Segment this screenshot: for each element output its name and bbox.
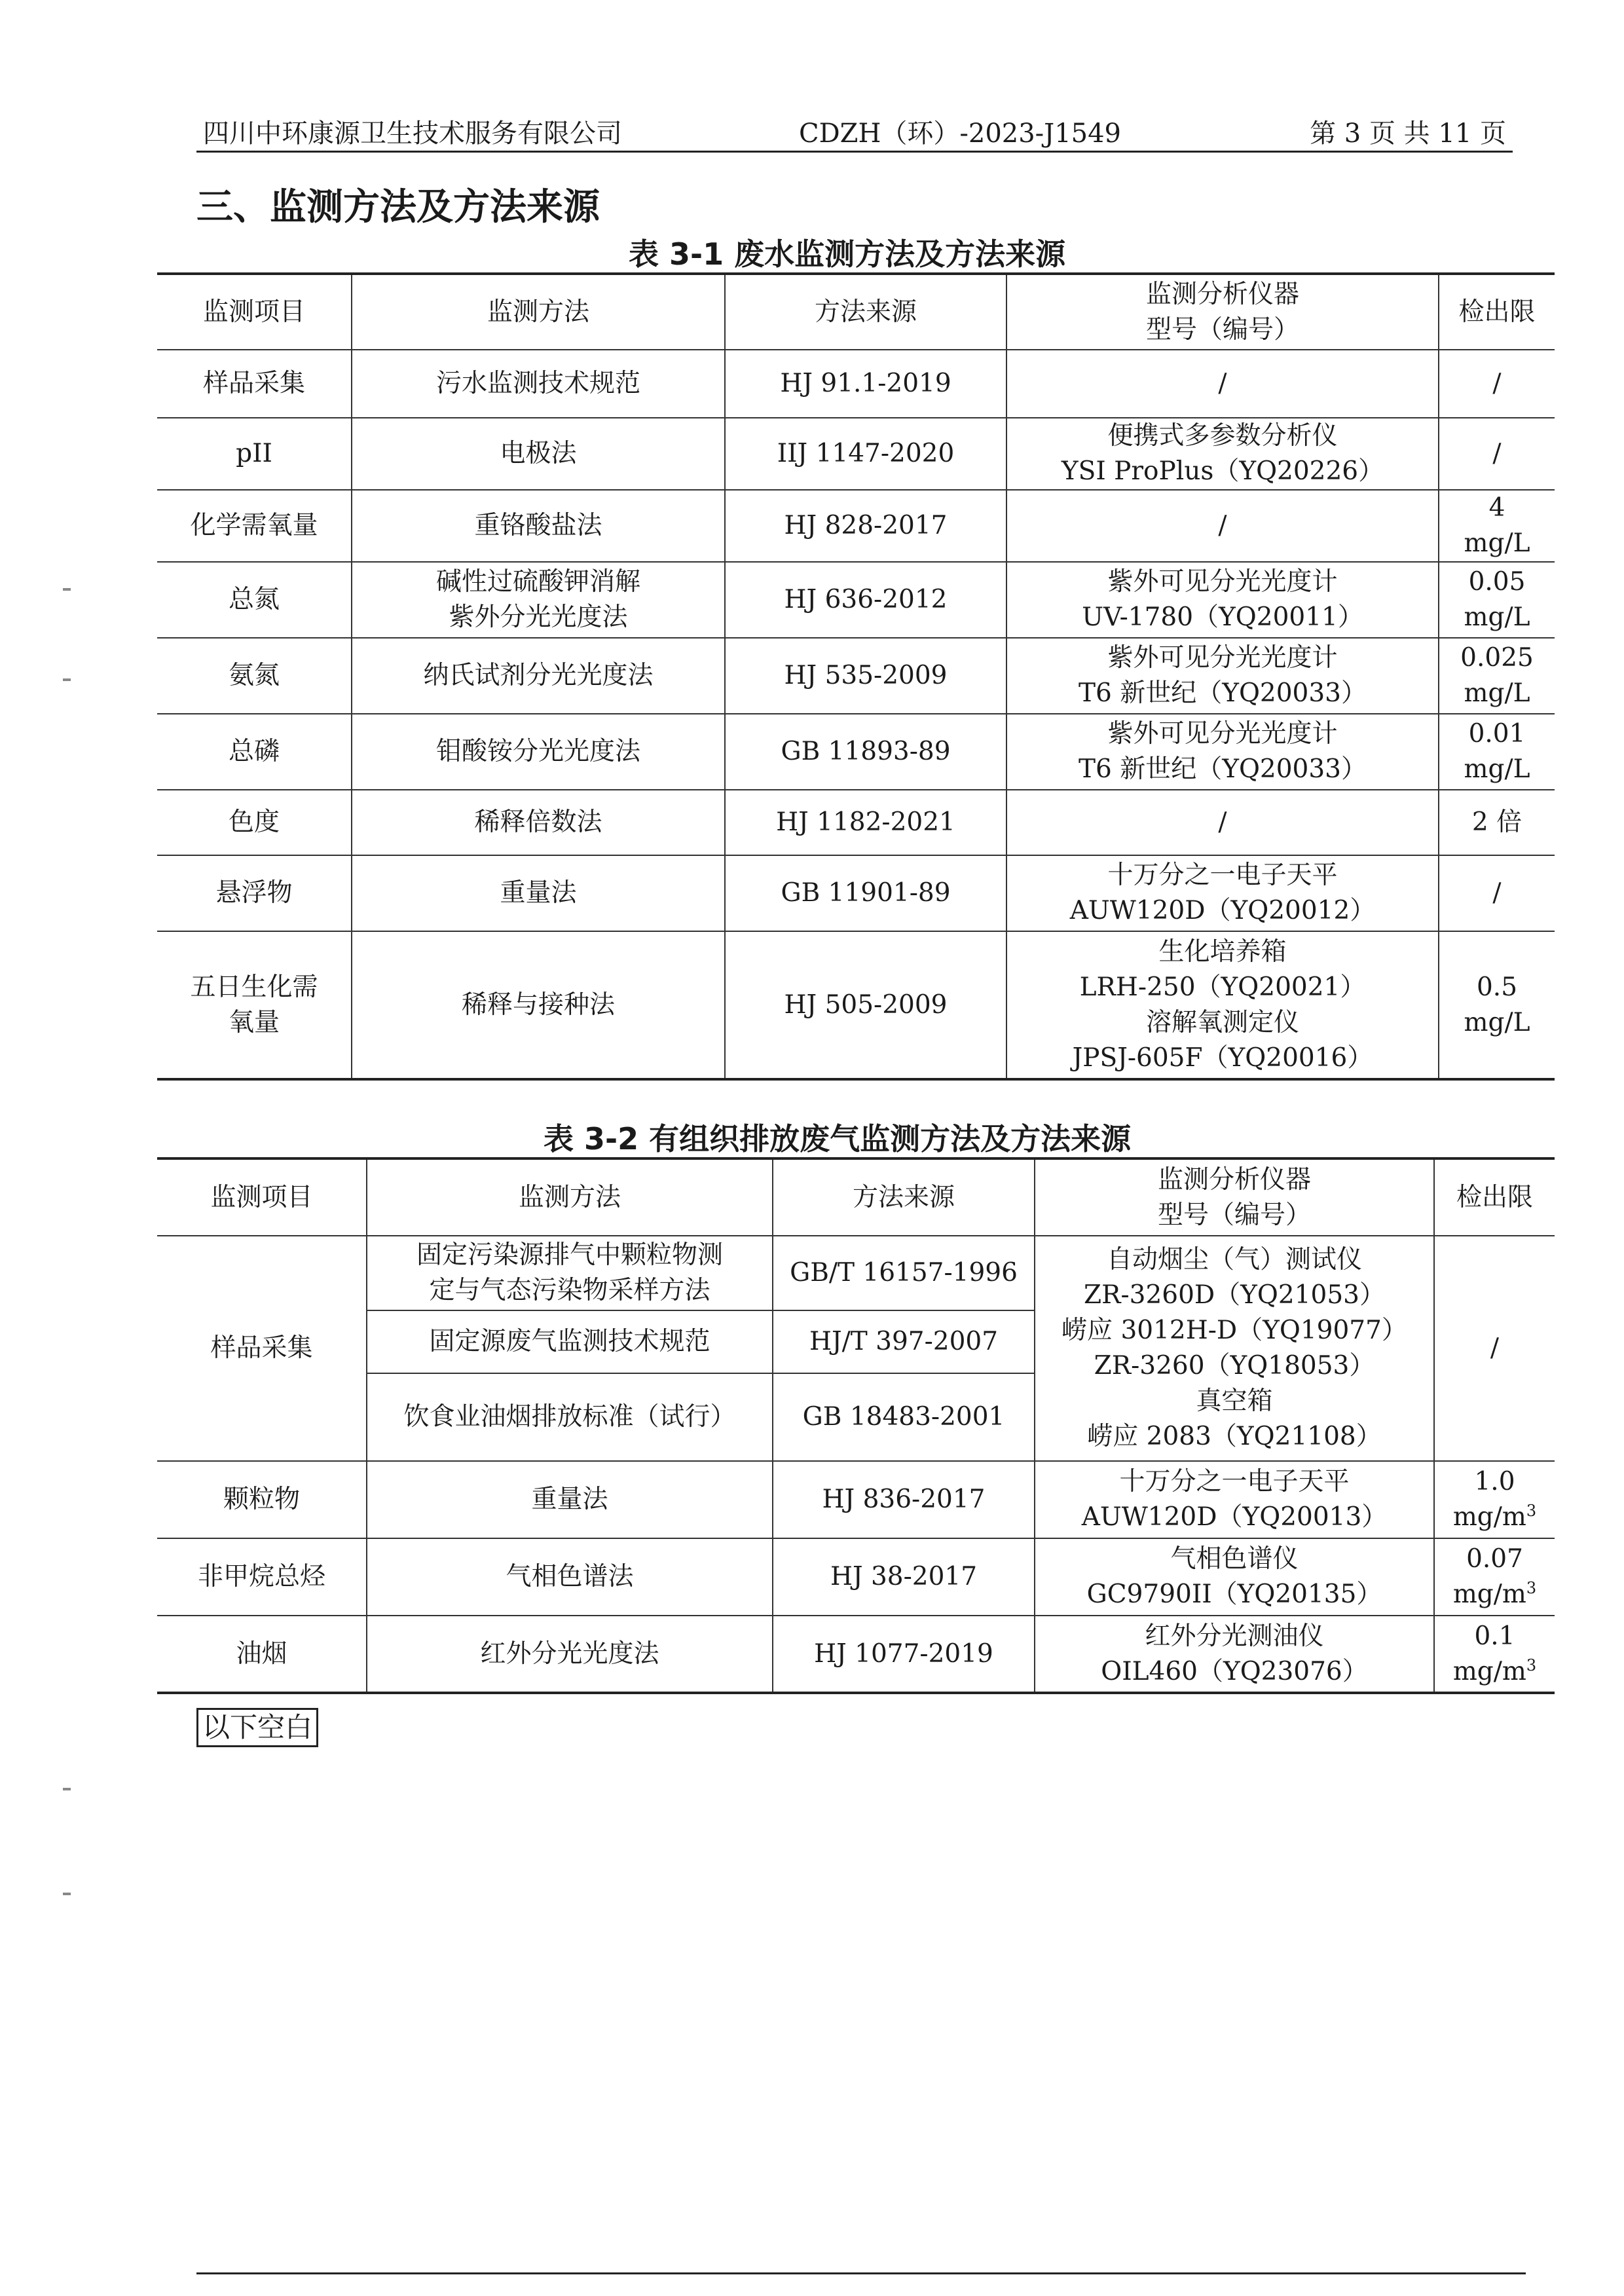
- table-row: [157, 790, 1555, 855]
- instrument-cell: 十万分之一电子天平 AUW120D（YQ20012）: [1006, 855, 1439, 931]
- instrument-cell: 自动烟尘（气）测试仪 ZR-3260D（YQ21053） 崂应 3012H-D（YQ19077） ZR-3260（YQ18053） 真空箱 崂应 2083（YQ21108）: [1035, 1236, 1434, 1461]
- item-cell: 样品采集: [157, 350, 352, 418]
- limit-cell: /: [1439, 418, 1555, 490]
- item-cell: 氨氮: [157, 638, 352, 714]
- footer-rule: [196, 2272, 1526, 2274]
- table-row: [157, 855, 1555, 931]
- item-cell: 色度: [157, 790, 352, 855]
- table-row: [157, 1236, 1555, 1310]
- item-cell: 悬浮物: [157, 855, 352, 931]
- item-cell: pII: [157, 418, 352, 490]
- limit-cell: /: [1439, 350, 1555, 418]
- limit-cell: 0.05 mg/L: [1439, 562, 1555, 638]
- instrument-cell: 气相色谱仪 GC9790II（YQ20135）: [1035, 1538, 1434, 1616]
- method-cell: 饮食业油烟排放标准（试行）: [367, 1373, 773, 1461]
- source-cell: GB 11901-89: [725, 855, 1006, 931]
- method-cell: 污水监测技术规范: [352, 350, 725, 418]
- header-limit-cell: 检出限: [1434, 1158, 1555, 1236]
- method-cell: 纳氏试剂分光光度法: [352, 638, 725, 714]
- limit-cell: 0.01 mg/L: [1439, 714, 1555, 790]
- item-cell: 样品采集: [157, 1236, 367, 1461]
- instrument-cell: /: [1006, 790, 1439, 855]
- table-row: [157, 562, 1555, 638]
- header-item-cell: 监测项目: [157, 274, 352, 350]
- source-cell: IIJ 1147-2020: [725, 418, 1006, 490]
- source-cell: HJ 828-2017: [725, 490, 1006, 562]
- source-cell: GB 18483-2001: [773, 1373, 1035, 1461]
- page-number: 第 3 页 共 11 页: [1310, 119, 1506, 149]
- header-instrument-cell: 监测分析仪器 型号（编号）: [1006, 274, 1439, 350]
- wastewater-methods-table: [157, 272, 1555, 1081]
- item-cell: 油烟: [157, 1616, 367, 1693]
- item-cell: 五日生化需 氧量: [157, 931, 352, 1079]
- unit-exponent: 3: [1526, 1656, 1537, 1675]
- limit-cell: 0.5 mg/L: [1439, 931, 1555, 1079]
- limit-cell: 4 mg/L: [1439, 490, 1555, 562]
- method-cell: 固定源废气监测技术规范: [367, 1310, 773, 1373]
- method-cell: 碱性过硫酸钾消解 紫外分光光度法: [352, 562, 725, 638]
- table-row: [157, 490, 1555, 562]
- method-cell: 电极法: [352, 418, 725, 490]
- scan-mark: [63, 1893, 71, 1895]
- table1-caption: 表 3-1 废水监测方法及方法来源: [629, 236, 1066, 272]
- source-cell: HJ 1077-2019: [773, 1616, 1035, 1693]
- method-cell: 重量法: [352, 855, 725, 931]
- instrument-cell: /: [1006, 350, 1439, 418]
- scan-mark: [63, 588, 71, 591]
- blank-note: 以下空白: [196, 1708, 318, 1747]
- scan-mark: [63, 678, 71, 681]
- item-cell: 总磷: [157, 714, 352, 790]
- header-source-cell: 方法来源: [725, 274, 1006, 350]
- source-cell: HJ 836-2017: [773, 1461, 1035, 1538]
- source-cell: GB 11893-89: [725, 714, 1006, 790]
- source-cell: GB/T 16157-1996: [773, 1236, 1035, 1310]
- limit-cell: 1.0 $mg/m^3$: [1434, 1461, 1555, 1538]
- limit-cell: 0.1 $mg/m^3$: [1434, 1616, 1555, 1693]
- method-cell: 气相色谱法: [367, 1538, 773, 1616]
- source-cell: HJ 91.1-2019: [725, 350, 1006, 418]
- method-cell: 重铬酸盐法: [352, 490, 725, 562]
- instrument-cell: 十万分之一电子天平 AUW120D（YQ20013）: [1035, 1461, 1434, 1538]
- instrument-cell: 便携式多参数分析仪 YSI ProPlus（YQ20226）: [1006, 418, 1439, 490]
- section-title: 三、监测方法及方法来源: [196, 186, 600, 229]
- table-header-row: [157, 1158, 1555, 1236]
- table-row: [157, 418, 1555, 490]
- instrument-cell: 紫外可见分光光度计 T6 新世纪（YQ20033）: [1006, 714, 1439, 790]
- table-row: [157, 1461, 1555, 1538]
- method-cell: 稀释倍数法: [352, 790, 725, 855]
- unit-exponent: 3: [1526, 1579, 1537, 1597]
- item-cell: 总氮: [157, 562, 352, 638]
- table-row: [157, 350, 1555, 418]
- exhaust-gas-methods-table: [157, 1157, 1555, 1694]
- limit-unit: mg/m: [1452, 1656, 1526, 1686]
- item-cell: 颗粒物: [157, 1461, 367, 1538]
- limit-unit: mg/m: [1452, 1502, 1526, 1532]
- header-limit-cell: 检出限: [1439, 274, 1555, 350]
- source-cell: HJ 38-2017: [773, 1538, 1035, 1616]
- limit-cell: 0.07 $mg/m^3$: [1434, 1538, 1555, 1616]
- table-row: [157, 1538, 1555, 1616]
- source-cell: HJ 505-2009: [725, 931, 1006, 1079]
- page-header: [196, 110, 1513, 153]
- scan-mark: [63, 1788, 71, 1790]
- table-header-row: [157, 274, 1555, 350]
- limit-cell: /: [1434, 1236, 1555, 1461]
- instrument-cell: 红外分光测油仪 OIL460（YQ23076）: [1035, 1616, 1434, 1693]
- instrument-cell: 紫外可见分光光度计 UV-1780（YQ20011）: [1006, 562, 1439, 638]
- method-cell: 固定污染源排气中颗粒物测 定与气态污染物采样方法: [367, 1236, 773, 1310]
- source-cell: HJ/T 397-2007: [773, 1310, 1035, 1373]
- header-item-cell: 监测项目: [157, 1158, 367, 1236]
- method-cell: 重量法: [367, 1461, 773, 1538]
- method-cell: 钼酸铵分光光度法: [352, 714, 725, 790]
- limit-cell: /: [1439, 855, 1555, 931]
- instrument-cell: /: [1006, 490, 1439, 562]
- limit-cell: 2 倍: [1439, 790, 1555, 855]
- header-instrument-cell: 监测分析仪器 型号（编号）: [1035, 1158, 1434, 1236]
- table-row: [157, 714, 1555, 790]
- table-row: [157, 638, 1555, 714]
- item-cell: 化学需氧量: [157, 490, 352, 562]
- company-name: 四川中环康源卫生技术服务有限公司: [203, 119, 622, 149]
- table-row: [157, 1616, 1555, 1693]
- method-cell: 红外分光光度法: [367, 1616, 773, 1693]
- header-method-cell: 监测方法: [352, 274, 725, 350]
- table-row: [157, 931, 1555, 1079]
- item-cell: 非甲烷总烃: [157, 1538, 367, 1616]
- source-cell: HJ 1182-2021: [725, 790, 1006, 855]
- instrument-cell: 紫外可见分光光度计 T6 新世纪（YQ20033）: [1006, 638, 1439, 714]
- source-cell: HJ 636-2012: [725, 562, 1006, 638]
- table2-caption: 表 3-2 有组织排放废气监测方法及方法来源: [544, 1121, 1132, 1157]
- limit-unit: mg/m: [1452, 1580, 1526, 1609]
- report-number: CDZH（环）-2023-J1549: [799, 119, 1122, 149]
- header-method-cell: 监测方法: [367, 1158, 773, 1236]
- source-cell: HJ 535-2009: [725, 638, 1006, 714]
- header-source-cell: 方法来源: [773, 1158, 1035, 1236]
- instrument-cell: 生化培养箱 LRH-250（YQ20021） 溶解氧测定仪 JPSJ-605F（YQ20016）: [1006, 931, 1439, 1079]
- unit-exponent: 3: [1526, 1502, 1537, 1520]
- method-cell: 稀释与接种法: [352, 931, 725, 1079]
- limit-cell: 0.025 mg/L: [1439, 638, 1555, 714]
